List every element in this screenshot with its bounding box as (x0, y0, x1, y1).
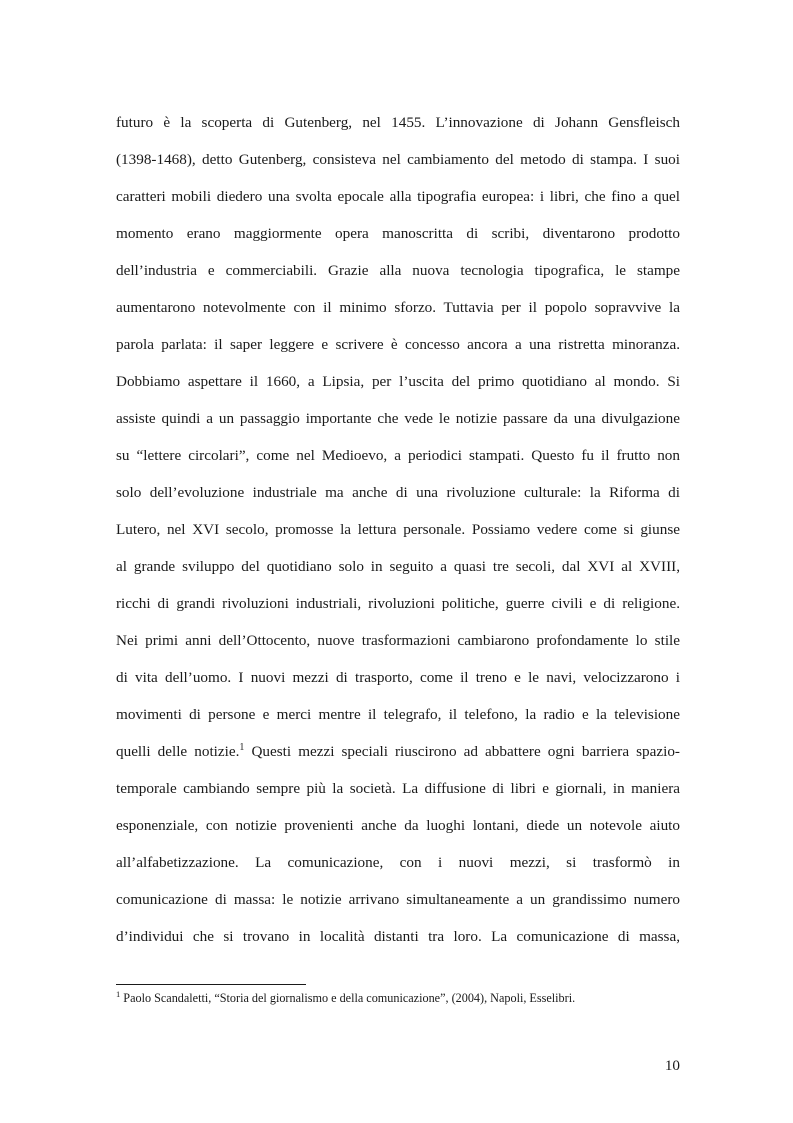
body-text (116, 104, 680, 955)
text-line: dell’industria e commerciabili. Grazie alla nuova tecnologia tipografica, le stampe (116, 262, 680, 279)
text-line: al grande sviluppo del quotidiano solo in seguito a quasi tre secoli, dal XVI al XVIII, (116, 558, 680, 575)
footnote-text: Paolo Scandaletti, “Storia del giornalismo e della comunicazione”, (2004), Napoli, Esselibri. (120, 991, 576, 1005)
text-line: futuro è la scoperta di Gutenberg, nel 1455. L’innovazione di Johann Gensfleisch (116, 114, 680, 131)
text-line: su “lettere circolari”, come nel Medioevo, a periodici stampati. Questo fu il frutto non (116, 447, 680, 464)
text-segment: Questi mezzi speciali riuscirono ad abbattere ogni barriera spazio- (244, 743, 680, 760)
footnote-reference[interactable]: 1 (239, 741, 245, 753)
text-line-with-footnote-ref (116, 733, 680, 770)
text-line: di vita dell’uomo. I nuovi mezzi di trasporto, come il treno e le navi, velocizzarono i (116, 669, 680, 686)
footnote-divider (116, 984, 306, 985)
text-line: all’alfabetizzazione. La comunicazione, con i nuovi mezzi, si trasformò in (116, 854, 680, 871)
text-segment: quelli delle notizie. (116, 743, 240, 760)
footnote-marker: 1 (116, 988, 121, 999)
text-line: momento erano maggiormente opera manoscritta di scribi, diventarono prodotto (116, 225, 680, 242)
text-line: ricchi di grandi rivoluzioni industriali, rivoluzioni politiche, guerre civili e di religione. (116, 595, 680, 612)
text-line: (1398-1468), detto Gutenberg, consisteva nel cambiamento del metodo di stampa. I suoi (116, 151, 680, 168)
text-line: caratteri mobili diedero una svolta epocale alla tipografia europea: i libri, che fino a quel (116, 188, 680, 205)
text-line: d’individui che si trovano in località distanti tra loro. La comunicazione di massa, (116, 928, 680, 945)
text-line: parola parlata: il saper leggere e scrivere è concesso ancora a una ristretta minoranza. (116, 336, 680, 353)
text-line: esponenziale, con notizie provenienti anche da luoghi lontani, diede un notevole aiuto (116, 817, 680, 834)
text-line: assiste quindi a un passaggio importante che vede le notizie passare da una divulgazione (116, 410, 680, 427)
text-line: Lutero, nel XVI secolo, promosse la lettura personale. Possiamo vedere come si giunse (116, 521, 680, 538)
text-line: Nei primi anni dell’Ottocento, nuove trasformazioni cambiarono profondamente lo stile (116, 632, 680, 649)
text-line: movimenti di persone e merci mentre il telegrafo, il telefono, la radio e la televisione (116, 706, 680, 723)
page-number: 10 (664, 1057, 680, 1074)
text-line: solo dell’evoluzione industriale ma anche di una rivoluzione culturale: la Riforma di (116, 484, 680, 501)
text-line: Dobbiamo aspettare il 1660, a Lipsia, per l’uscita del primo quotidiano al mondo. Si (116, 373, 680, 390)
text-line: comunicazione di massa: le notizie arrivano simultaneamente a un grandissimo numero (116, 891, 680, 908)
text-line: aumentarono notevolmente con il minimo sforzo. Tuttavia per il popolo sopravvive la (116, 299, 680, 316)
footnote (116, 990, 680, 1006)
text-line: temporale cambiando sempre più la società. La diffusione di libri e giornali, in maniera (116, 780, 680, 797)
